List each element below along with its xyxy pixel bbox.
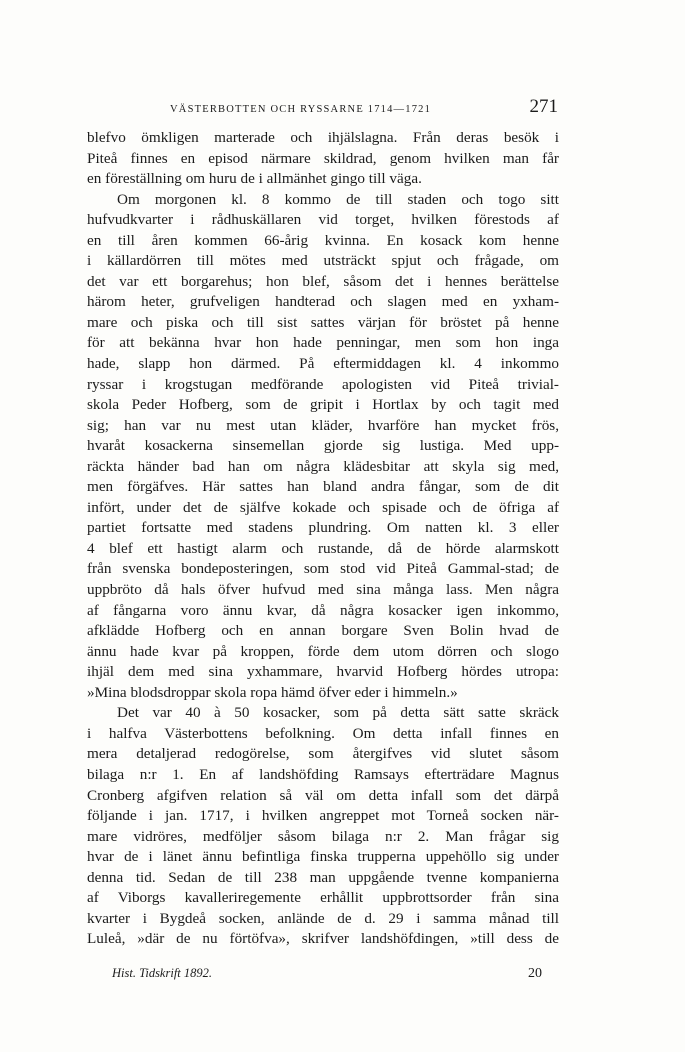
text-line: följande i jan. 1717, i hvilken angreppet mot Torneå socken när- xyxy=(87,807,559,825)
text-line: en till åren kommen 66-årig kvinna. En kosack kom henne xyxy=(87,231,559,249)
signature-mark: 20 xyxy=(528,966,542,981)
text-line: ryssar i krogstugan medförande apologisten vid Piteå trivial- xyxy=(87,375,559,393)
text-line: partiet fortsatte med stadens plundring. Om natten kl. 3 eller xyxy=(87,519,559,537)
text-line: Det var 40 à 50 kosacker, som på detta sätt satte skräck xyxy=(117,704,559,722)
page-number: 271 xyxy=(529,96,558,117)
text-line: i källardörren till mötes med utsträckt spjut och frågade, om xyxy=(87,252,559,270)
text-line: infört, under det de själfve kokade och spisade och de öfriga af xyxy=(87,498,559,516)
text-line: ännu hade kvar på kroppen, förde dem utom dörren och slogo xyxy=(87,642,559,660)
text-line: i halfva Västerbottens befolkning. Om detta infall finnes en xyxy=(87,724,559,742)
text-line: Om morgonen kl. 8 kommo de till staden och togo sitt xyxy=(117,190,559,208)
text-line: sig; han var nu mest utan kläder, hvarföre han mycket frös, xyxy=(87,416,559,434)
text-line: hade, slapp hon därmed. På eftermiddagen kl. 4 inkommo xyxy=(87,355,559,373)
text-line: afklädde Hofberg och en annan borgare Sven Bolin hvad de xyxy=(87,622,559,640)
text-line: denna tid. Sedan de till 238 man uppgående tvenne kompanierna xyxy=(87,868,559,886)
text-line: mare vidröres, medföljer såsom bilaga n:r 2. Man frågar sig xyxy=(87,827,559,845)
text-line: af Viborgs kavalleriregemente erhållit uppbrottsorder från sina xyxy=(87,889,559,907)
page-footer xyxy=(112,966,542,982)
running-title: VÄSTERBOTTEN OCH RYSSARNE 1714—1721 xyxy=(170,104,432,115)
text-line: härom heter, grufveligen handterad och slagen med en yxham- xyxy=(87,293,559,311)
page-header xyxy=(112,96,558,124)
text-line: en föreställning om huru de i allmänhet gingo till väga. xyxy=(87,170,422,188)
text-line: »Mina blodsdroppar skola ropa hämd öfver eder i himmeln.» xyxy=(87,683,458,701)
text-line: mera detaljerad redogörelse, som återgifves vid slutet såsom xyxy=(87,745,559,763)
text-line: räckta händer bad han om några klädesbitar att skyla sig med, xyxy=(87,457,559,475)
text-line: af fångarna voro ännu kvar, då några kosacker igen inkommo, xyxy=(87,601,559,619)
text-line: skola Peder Hofberg, som de gripit i Hortlax by och tagit med xyxy=(87,396,559,414)
text-line: Piteå finnes en episod närmare skildrad, genom hvilken man får xyxy=(87,149,559,167)
text-line: Cronberg afgifven relation så väl om detta infall som det därpå xyxy=(87,786,559,804)
text-line: ihjäl dem med sina yxhammare, hvarvid Hofberg hördes utropa: xyxy=(87,663,559,681)
text-line: blefvo ömkligen marterade och ihjälslagna. Från deras besök i xyxy=(87,129,559,146)
text-line: uppbröto då hals öfver hufvud med sina många lass. Men några xyxy=(87,581,559,599)
text-line: men förgäfves. Här sattes han bland andra fångar, som de dit xyxy=(87,478,559,496)
text-line: hufvudkvarter i rådhuskällaren vid torget, hvilken förestods af xyxy=(87,211,559,229)
text-line: 4 blef ett hastigt alarm och rustande, då de hörde alarmskott xyxy=(87,539,559,557)
text-line: det var ett borgarehus; hon blef, såsom det i hennes berättelse xyxy=(87,272,559,290)
text-line: mare och piska och till sist sattes värjan för bröstet på henne xyxy=(87,313,559,331)
body-text xyxy=(87,128,559,950)
text-line: hvaråt kosackerna sinsemellan gjorde sig lustiga. Med upp- xyxy=(87,437,559,455)
text-line: Luleå, »där de nu förtöfva», skrifver landshöfdingen, »till dess de xyxy=(87,930,559,948)
text-line: hvar de i länet ännu befintliga finska trupperna uppehöllo sig under xyxy=(87,848,559,866)
text-line: kvarter i Bygdeå socken, anlände de d. 29 i samma månad till xyxy=(87,909,559,927)
text-line: bilaga n:r 1. En af landshöfding Ramsays efterträdare Magnus xyxy=(87,765,559,783)
journal-reference: Hist. Tidskrift 1892. xyxy=(112,966,213,980)
text-line: för att bekänna hvar hon hade penningar, men som hon inga xyxy=(87,334,559,352)
text-line: från svenska bondeposteringen, som stod vid Piteå Gammal-stad; de xyxy=(87,560,559,578)
